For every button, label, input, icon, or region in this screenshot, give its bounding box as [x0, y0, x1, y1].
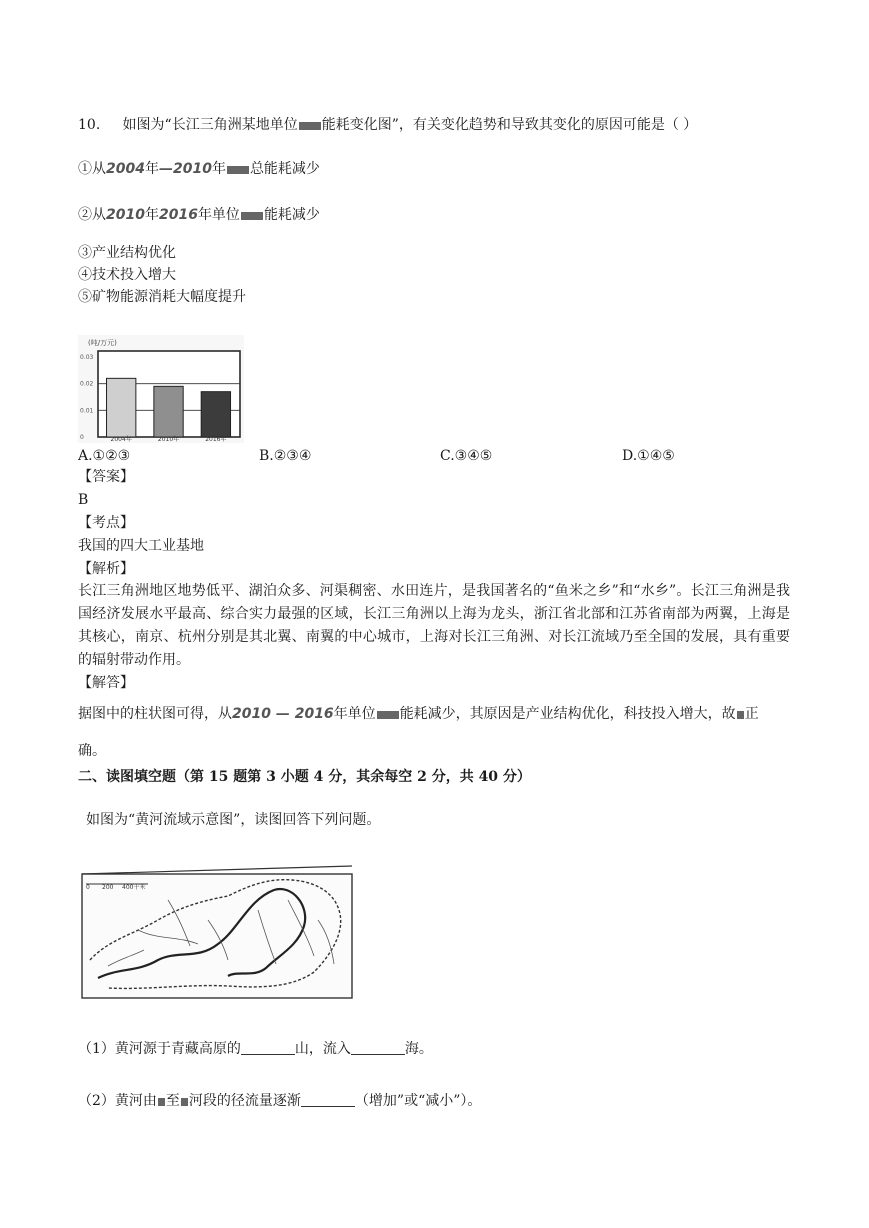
blank-3[interactable]: [301, 1092, 355, 1107]
y-tick-label: 0.01: [80, 407, 94, 415]
garbled-glyph: [377, 711, 399, 719]
statement-2: ②从2010年2016年单位 能耗减少: [78, 207, 320, 223]
y-axis-label: (吨/万元): [88, 339, 117, 347]
blank-1[interactable]: [241, 1040, 295, 1055]
statement-3: ③产业结构优化: [78, 245, 176, 261]
garbled-glyph: [299, 122, 321, 130]
garbled-glyph: [241, 212, 263, 220]
garbled-glyph: [227, 166, 249, 174]
scale-400: 400千米: [122, 884, 146, 891]
x-category-label: 2010年: [157, 436, 180, 443]
x-category-label: 2016年: [205, 436, 227, 443]
section-intro: 如图为“黄河流域示意图”，读图回答下列问题。: [86, 812, 381, 828]
question-1: （1）黄河源于青藏高原的 山，流入 海。: [78, 1041, 433, 1057]
bar-2004年: [107, 378, 136, 437]
kaodian-text: 我国的四大工业基地: [78, 538, 204, 554]
statement-4: ④技术投入增大: [78, 267, 176, 283]
blank-2[interactable]: [351, 1040, 405, 1055]
kaodian-label: 【考点】: [78, 515, 134, 531]
question-2: （2）黄河由 至 河段的径流量逐渐 （增加”或“减小”）。: [78, 1093, 482, 1109]
x-category-label: 2004年: [110, 436, 132, 443]
garbled-glyph: [181, 1098, 188, 1106]
option-a: A.①②③: [78, 448, 131, 464]
question-stem: 10. 如图为“长江三角洲某地单位 能耗变化图”，有关变化趋势和导致其变化的原因可能是（ ）: [78, 117, 698, 133]
bar-2010年: [154, 386, 183, 437]
section-heading: 二、读图填空题（第 15 题第 3 小题 4 分，其余每空 2 分，共 40 分）: [78, 769, 531, 785]
scale-0: 0: [86, 884, 90, 891]
garbled-glyph: [158, 1098, 165, 1106]
jieda-text-end: 确。: [78, 743, 106, 759]
option-d: D.①④⑤: [622, 448, 675, 464]
y-tick-label: 0.03: [80, 354, 94, 361]
answer-value: B: [78, 492, 89, 508]
map-frame: [82, 874, 352, 998]
bar-2016年: [201, 392, 230, 437]
scale-200: 200: [102, 884, 114, 891]
answer-label: 【答案】: [78, 469, 134, 485]
statement-5: ⑤矿物能源消耗大幅度提升: [78, 289, 246, 305]
jieda-text: 据图中的柱状图可得，从2010 — 2016年单位 能耗减少，其原因是产业结构优化，科技投入增大，故 正: [78, 706, 759, 722]
yellow-river-map: [78, 860, 356, 1000]
jiexi-text: 长江三角洲地区地势低平、湖泊众多、河渠稠密、水田连片，是我国著名的“鱼米之乡”和“水乡”。长江三角洲是我国经济发展水平最高、综合实力最强的区域，长江三角洲以上海为龙头，浙江省北部和江苏省南部为两翼，上海是其核心，南京、杭州分别是其北翼、南翼的中心城市，上海对长江三角洲、对长江流域乃至全国的发展，具有重要的辐射带动作用。: [78, 583, 790, 668]
y-tick-label: 0: [80, 434, 84, 441]
option-c: C.③④⑤: [440, 448, 493, 464]
option-b: B.②③④: [259, 448, 312, 464]
energy-bar-chart: [78, 335, 244, 443]
jieda-label: 【解答】: [78, 675, 134, 691]
jiexi-label: 【解析】: [78, 561, 134, 577]
question-number: 10.: [78, 117, 101, 133]
garbled-glyph: [737, 711, 744, 719]
y-tick-label: 0.02: [80, 380, 94, 388]
statement-1: ①从2004年—2010年 总能耗减少: [78, 161, 320, 177]
